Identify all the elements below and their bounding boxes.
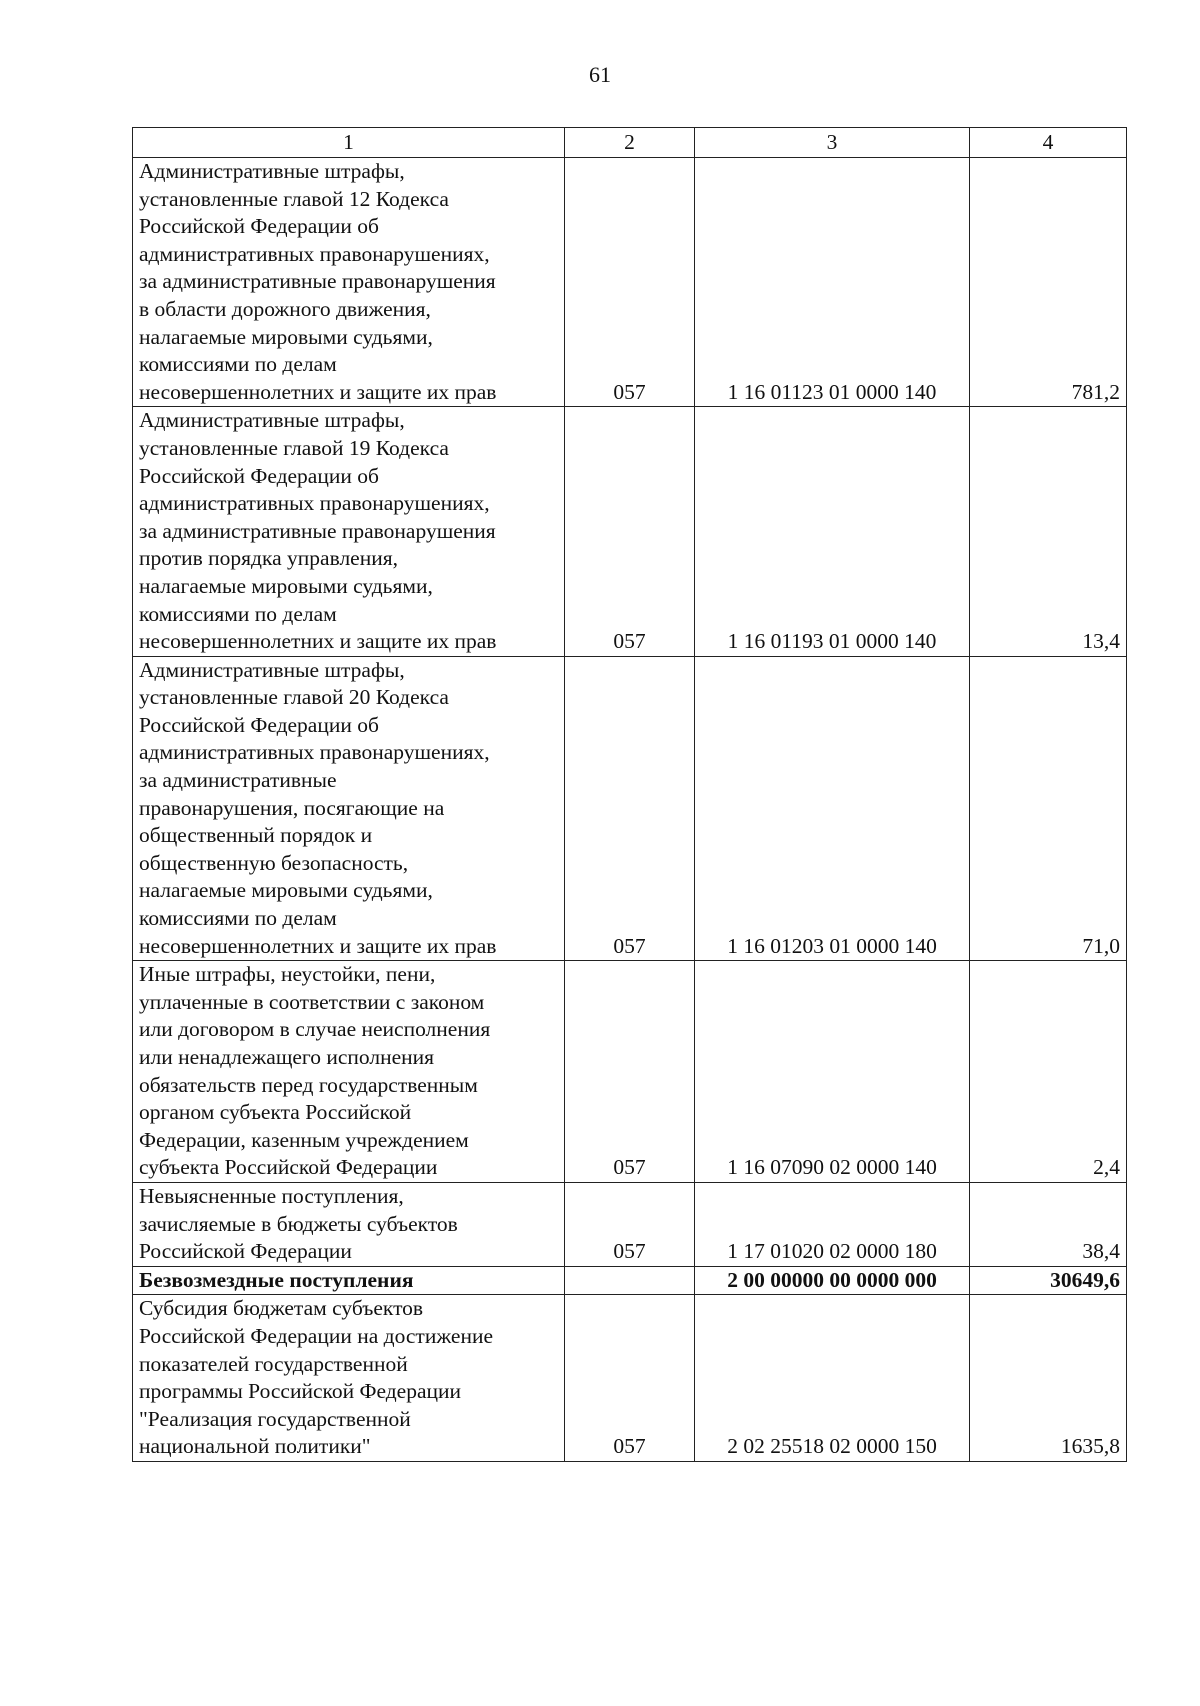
revenue-table	[132, 127, 1127, 1462]
cell-admin: 057	[565, 961, 695, 1183]
table-row	[133, 1295, 1127, 1462]
cell-code: 1 16 01193 01 0000 140	[695, 407, 970, 656]
cell-amount: 781,2	[970, 158, 1127, 407]
table-row	[133, 1266, 1127, 1295]
table-row	[133, 656, 1127, 961]
cell-admin: 057	[565, 656, 695, 961]
cell-admin: 057	[565, 1295, 695, 1462]
cell-code: 1 17 01020 02 0000 180	[695, 1182, 970, 1266]
table-row	[133, 1182, 1127, 1266]
cell-amount: 1635,8	[970, 1295, 1127, 1462]
cell-admin	[565, 1266, 695, 1295]
cell-name: Иные штрафы, неустойки, пени, уплаченные в соответствии с законом или договором в случае неисполнения или ненадлежащего исполнения обязательств перед государственным органом субъекта Российской Федерации, казенным учреждением субъекта Российской Федерации	[133, 961, 565, 1183]
column-header-name: 1	[133, 128, 565, 158]
cell-admin: 057	[565, 158, 695, 407]
table-row	[133, 961, 1127, 1183]
cell-code: 1 16 01203 01 0000 140	[695, 656, 970, 961]
column-header-admin: 2	[565, 128, 695, 158]
cell-name: Административные штрафы, установленные главой 19 Кодекса Российской Федерации об административных правонарушениях, за административные правонарушения против порядка управления, налагаемые мировыми судьями, комиссиями по делам несовершеннолетних и защите их прав	[133, 407, 565, 656]
cell-code: 1 16 01123 01 0000 140	[695, 158, 970, 407]
cell-name: Административные штрафы, установленные главой 20 Кодекса Российской Федерации об административных правонарушениях, за административные правонарушения, посягающие на общественный порядок и общественную безопасность, налагаемые мировыми судьями, комиссиями по делам несовершеннолетних и защите их прав	[133, 656, 565, 961]
cell-amount: 38,4	[970, 1182, 1127, 1266]
page-number: 61	[589, 62, 611, 87]
cell-code: 1 16 07090 02 0000 140	[695, 961, 970, 1183]
cell-amount: 71,0	[970, 656, 1127, 961]
cell-name: Безвозмездные поступления	[133, 1266, 565, 1295]
column-header-amount: 4	[970, 128, 1127, 158]
table-header-row	[133, 128, 1127, 158]
cell-amount: 30649,6	[970, 1266, 1127, 1295]
table-row	[133, 407, 1127, 656]
cell-amount: 2,4	[970, 961, 1127, 1183]
column-header-code: 3	[695, 128, 970, 158]
cell-name: Административные штрафы, установленные главой 12 Кодекса Российской Федерации об административных правонарушениях, за административные правонарушения в области дорожного движения, налагаемые мировыми судьями, комиссиями по делам несовершеннолетних и защите их прав	[133, 158, 565, 407]
cell-code: 2 02 25518 02 0000 150	[695, 1295, 970, 1462]
cell-name: Невыясненные поступления, зачисляемые в бюджеты субъектов Российской Федерации	[133, 1182, 565, 1266]
cell-name: Субсидия бюджетам субъектов Российской Федерации на достижение показателей государственной программы Российской Федерации "Реализация государственной национальной политики"	[133, 1295, 565, 1462]
cell-amount: 13,4	[970, 407, 1127, 656]
cell-admin: 057	[565, 407, 695, 656]
cell-admin: 057	[565, 1182, 695, 1266]
table-row	[133, 158, 1127, 407]
cell-code: 2 00 00000 00 0000 000	[695, 1266, 970, 1295]
